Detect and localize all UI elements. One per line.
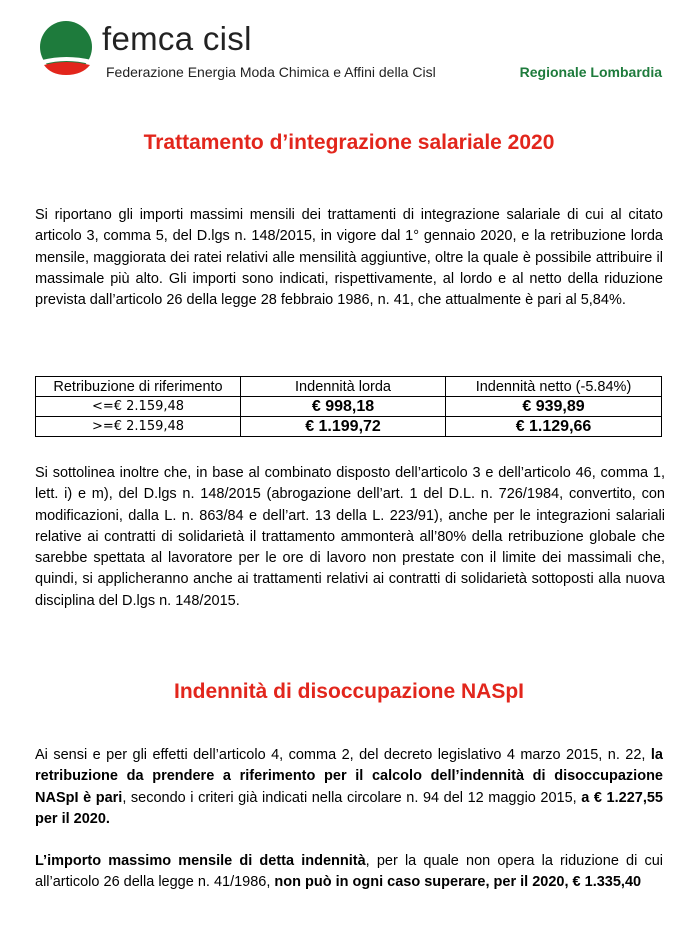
table-header-row	[36, 377, 662, 397]
header-retribuzione: Retribuzione di riferimento	[36, 377, 241, 397]
bold-run: L’importo massimo mensile di detta indennità	[35, 853, 366, 869]
intro-paragraph: Si riportano gli importi massimi mensili dei trattamenti di integrazione salariale di cui al citato articolo 3, comma 5, del D.lgs n. 148/2015, in vigore dal 1° gennaio 2020, e la retribuzione lorda mensile, maggiorata dei ratei relativi alle mensilità aggiuntive, oltre la quale è possibile attribuire il massimale più alto. Gli importi sono indicati, rispettivamente, al lordo e al netto della riduzione prevista dall’articolo 26 della legge 28 febbraio 1986, n. 41, che attualmente è pari al 5,84%.	[35, 207, 663, 309]
text-run: Ai sensi e per gli effetti dell’articolo 4, comma 2, del decreto legislativo 4 marzo 2015, n. 22,	[35, 747, 651, 763]
cell-netto: € 1.129,66	[446, 417, 662, 437]
cell-retribuzione: <=€ 2.159,48	[36, 397, 241, 417]
brand-subtitle: Federazione Energia Moda Chimica e Affini della Cisl	[106, 64, 436, 80]
text-run: , secondo i criteri già indicati nella circolare n. 94 del 12 maggio 2015,	[122, 789, 582, 806]
table-row	[36, 397, 662, 417]
brand-name: femca cisl	[102, 20, 252, 57]
section-title-integrazione: Trattamento d’integrazione salariale 2020	[143, 131, 555, 154]
naspi-paragraph-2	[35, 851, 663, 894]
cell-retribuzione: >=€ 2.159,48	[36, 417, 241, 437]
logo-icon	[36, 20, 96, 78]
bold-run: non può in ogni caso superare, per il 2020, € 1.335,40	[274, 874, 642, 891]
header-lorda: Indennità lorda	[241, 377, 446, 397]
amounts-table	[35, 376, 662, 437]
bold-run: a € 1.227,55 per il 2020.	[35, 789, 663, 827]
cell-lorda: € 1.199,72	[241, 417, 446, 437]
femca-logo	[36, 20, 96, 78]
section-title-naspi: Indennità di disoccupazione NASpI	[173, 680, 525, 703]
table-row	[36, 417, 662, 437]
bold-run: la retribuzione da prendere a riferimento per il calcolo dell’indennità di disoccupazione NASpI è pari	[35, 747, 663, 806]
header-netto: Indennità netto (-5.84%)	[446, 377, 662, 397]
naspi-paragraph-1	[35, 745, 663, 830]
region-label: Regionale Lombardia	[519, 64, 662, 80]
note-paragraph: Si sottolinea inoltre che, in base al combinato disposto dell’articolo 3 e dell’articolo 46, comma 1, lett. i) e m), del D.lgs n. 148/2015 (abrogazione dell’art. 1 del D.L. n. 726/1984, convertito, con modificazioni, dalla L. n. 863/84 e dell’art. 13 della L. 223/91), anche per le integrazioni salariali relative ai contratti di solidarietà il trattamento ammonterà all’80% della retribuzione globale che sarebbe spettata al lavoratore per le ore di lavoro non prestate con il limite dei massimali che, quindi, si applicheranno anche ai trattamenti relativi ai contratti di solidarietà sottoposti alla nuova disciplina del D.lgs n. 148/2015.	[35, 465, 665, 609]
cell-netto: € 939,89	[446, 397, 662, 417]
text-run: , per la quale non opera la riduzione di cui all’articolo 26 della legge n. 41/1986,	[35, 853, 664, 891]
cell-lorda: € 998,18	[241, 397, 446, 417]
